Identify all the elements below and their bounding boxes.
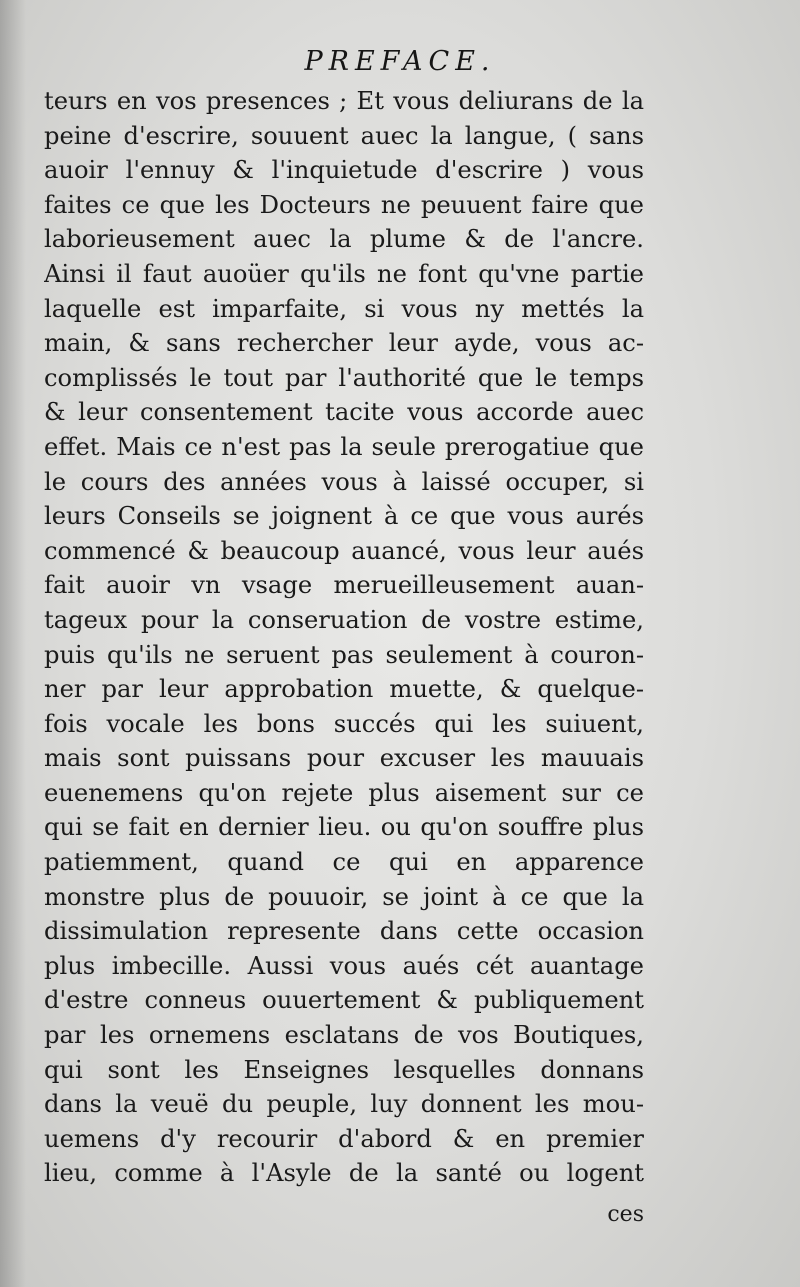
gutter-shadow — [0, 0, 26, 1287]
text-line: d'estre conneus ouuertement & publiquement — [44, 986, 644, 1015]
text-line: monstre plus de pouuoir, se joint à ce que la — [44, 882, 644, 911]
text-line: fois vocale les bons succés qui les suiuent, — [44, 709, 644, 738]
text-line: peine d'escrire, souuent auec la langue, ( sans — [44, 121, 644, 150]
text-line: laquelle est imparfaite, si vous ny mettés la — [44, 294, 644, 323]
text-line: uemens d'y recourir d'abord & en premier — [44, 1124, 644, 1153]
catchword: ces — [607, 1202, 644, 1227]
text-line: leurs Conseils se joignent à ce que vous aurés — [44, 502, 644, 531]
text-line: fait auoir vn vsage merueilleusement auan- — [44, 571, 644, 600]
text-line: auoir l'ennuy & l'inquietude d'escrire ) vous — [44, 156, 644, 185]
body-text — [44, 84, 644, 1191]
text-line: patiemment, quand ce qui en apparence — [44, 848, 644, 877]
text-line: faites ce que les Docteurs ne peuuent faire que — [44, 190, 644, 219]
text-line: par les ornemens esclatans de vos Boutiques, — [44, 1021, 644, 1050]
text-line: & leur consentement tacite vous accorde auec — [44, 398, 644, 427]
running-head: PREFACE. — [304, 46, 496, 77]
text-line: mais sont puissans pour excuser les mauuais — [44, 744, 644, 773]
text-line: plus imbecille. Aussi vous aués cét auantage — [44, 951, 644, 980]
text-line: main, & sans rechercher leur ayde, vous ac- — [44, 329, 644, 358]
text-line: dissimulation represente dans cette occasion — [44, 917, 644, 946]
text-line: tageux pour la conseruation de vostre estime, — [44, 605, 644, 634]
text-line: complissés le tout par l'authorité que le temps — [44, 363, 644, 392]
text-line: qui sont les Enseignes lesquelles donnans — [44, 1055, 644, 1084]
text-line: commencé & beaucoup auancé, vous leur aués — [44, 536, 644, 565]
text-line: lieu, comme à l'Asyle de la santé ou logent — [44, 1159, 644, 1188]
text-line: laborieusement auec la plume & de l'ancre. — [44, 225, 644, 254]
text-line: ner par leur approbation muette, & quelque- — [44, 675, 644, 704]
text-line: qui se fait en dernier lieu. ou qu'on souffre plus — [44, 813, 644, 842]
text-line: effet. Mais ce n'est pas la seule prerogatiue que — [44, 432, 644, 461]
text-line: puis qu'ils ne seruent pas seulement à couron- — [44, 640, 644, 669]
text-line: euenemens qu'on rejete plus aisement sur ce — [44, 778, 644, 807]
text-line: Ainsi il faut auoüer qu'ils ne font qu'vne partie — [44, 259, 644, 288]
text-line: dans la veuë du peuple, luy donnent les mou- — [44, 1090, 644, 1119]
text-line: teurs en vos presences ; Et vous deliurans de la — [44, 87, 644, 115]
text-line: le cours des années vous à laissé occuper, si — [44, 467, 644, 496]
